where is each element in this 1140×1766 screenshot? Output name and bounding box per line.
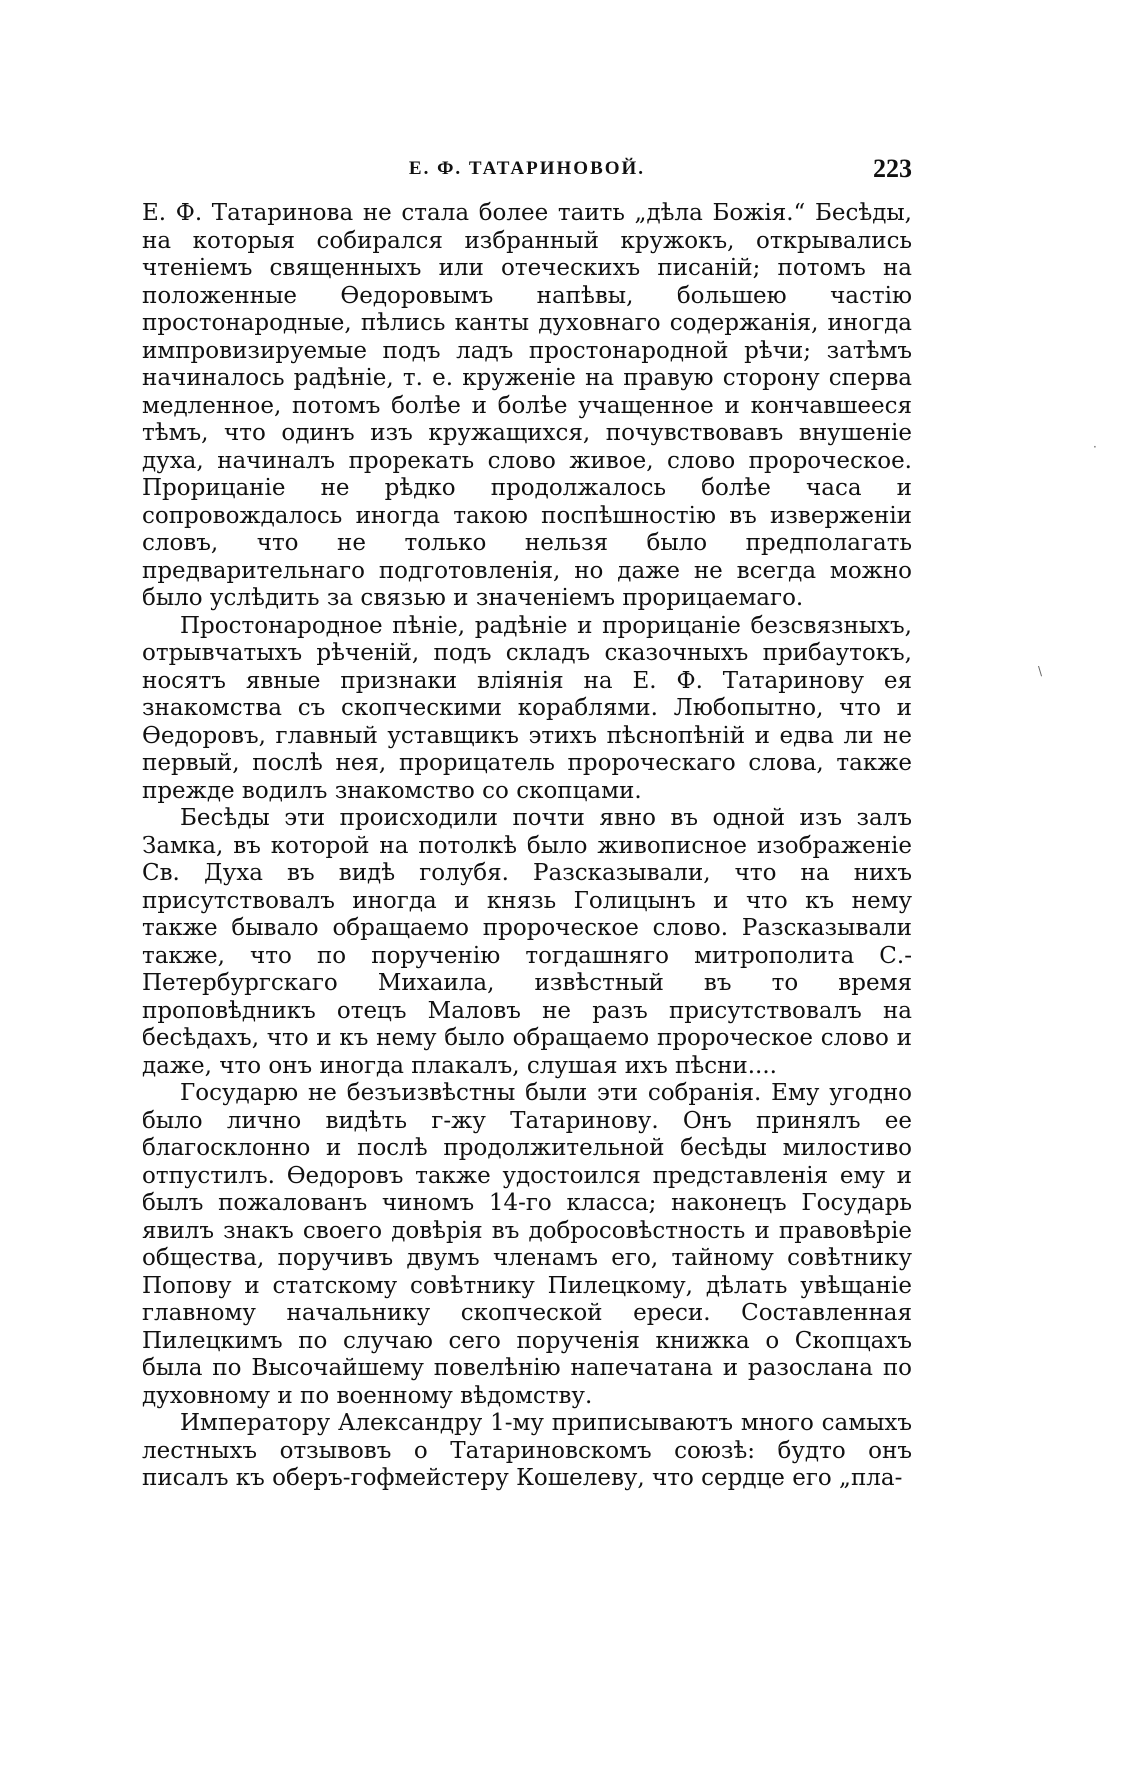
margin-speck-right: · <box>1093 440 1097 454</box>
paragraph-2: Простонародное пѣніе, радѣніе и прорицаніе безсвязныхъ, отрывчатыхъ рѣченій, подъ складъ сказочныхъ прибаутокъ, носятъ явные признаки вліянія на Е. Ф. Татаринову ея знакомства съ скопческими кораблями. Любопытно, что и Ѳедоровъ, главный уставщикъ этихъ пѣснопѣній и едва ли не первый, послѣ нея, прорицатель пророческаго слова, также прежде водилъ знакомство со скопцами. <box>142 612 912 804</box>
paragraph-1: Е. Ф. Татаринова не стала более таить „дѣла Божія.“ Бесѣды, на которыя собирался избранный кружокъ, открывались чтеніемъ священныхъ или отеческихъ писаній; потомъ на положенные Ѳедоровымъ напѣвы, большею частію простонародные, пѣлись канты духовнаго содержанія, иногда импровизируемые подъ ладъ простонародной рѣчи; затѣмъ начиналось радѣніе, т. е. круженіе на правую сторону сперва медленное, потомъ болѣе и болѣе учащенное и кончавшееся тѣмъ, что одинъ изъ кружащихся, почувствовавъ внушеніе духа, начиналъ прорекать слово живое, слово пророческое. Прорицаніе не рѣдко продолжалось болѣе часа и сопровождалось иногда такою поспѣшностію въ изверженіи словъ, что не только нельзя было предполагать предварительнаго подготовленія, но даже не всегда можно было услѣдить за связью и значеніемъ прорицаемаго. <box>142 200 912 611</box>
paragraph-5: Императору Александру 1-му приписываютъ много самыхъ лестныхъ отзывовъ о Татариновскомъ союзѣ: будто онъ писалъ къ оберъ-гофмейстеру Кошелеву, что сердце его „пла- <box>142 1410 912 1491</box>
paragraph-4: Государю не безъизвѣстны были эти собранія. Ему угодно было лично видѣть г-жу Татаринову. Онъ принялъ ее благосклонно и послѣ продолжительной бесѣды милостиво отпустилъ. Ѳедоровъ также удостоился представленія ему и былъ пожалованъ чиномъ 14-го класса; наконецъ Государь явилъ знакъ своего довѣрія въ добросовѣстность и правовѣріе общества, поручивъ двумъ членамъ его, тайному совѣтнику Попову и статскому совѣтнику Пилецкому, дѣлать увѣщаніе главному начальнику скопческой ереси. Составленная Пилецкимъ по случаю сего порученія книжка о Скопцахъ была по Высочайшему повелѣнію напечатана и разослана по духовному и по военному вѣдомству. <box>142 1080 912 1409</box>
margin-speck-lower: \ <box>1038 664 1043 678</box>
running-head <box>142 154 912 188</box>
page-number: 223 <box>873 154 912 183</box>
paragraph-3: Бесѣды эти происходили почти явно въ одной изъ залъ Замка, въ которой на потолкѣ было живописное изображеніе Св. Духа въ видѣ голубя. Разсказывали, что на нихъ присутствовалъ иногда и князь Голицынъ и что къ нему также бывало обращаемо пророческое слово. Разсказывали также, что по порученію тогдашняго митрополита С.-Петербургскаго Михаила, извѣстный въ то время проповѣдникъ отецъ Маловъ не разъ присутствовалъ на бесѣдахъ, что и къ нему было обращаемо пророческое слово и даже, что онъ иногда плакалъ, слушая ихъ пѣсни.... <box>142 805 912 1079</box>
body-text <box>142 200 912 1493</box>
running-title: Е. Ф. ТАТАРИНОВОЙ. <box>408 158 646 179</box>
